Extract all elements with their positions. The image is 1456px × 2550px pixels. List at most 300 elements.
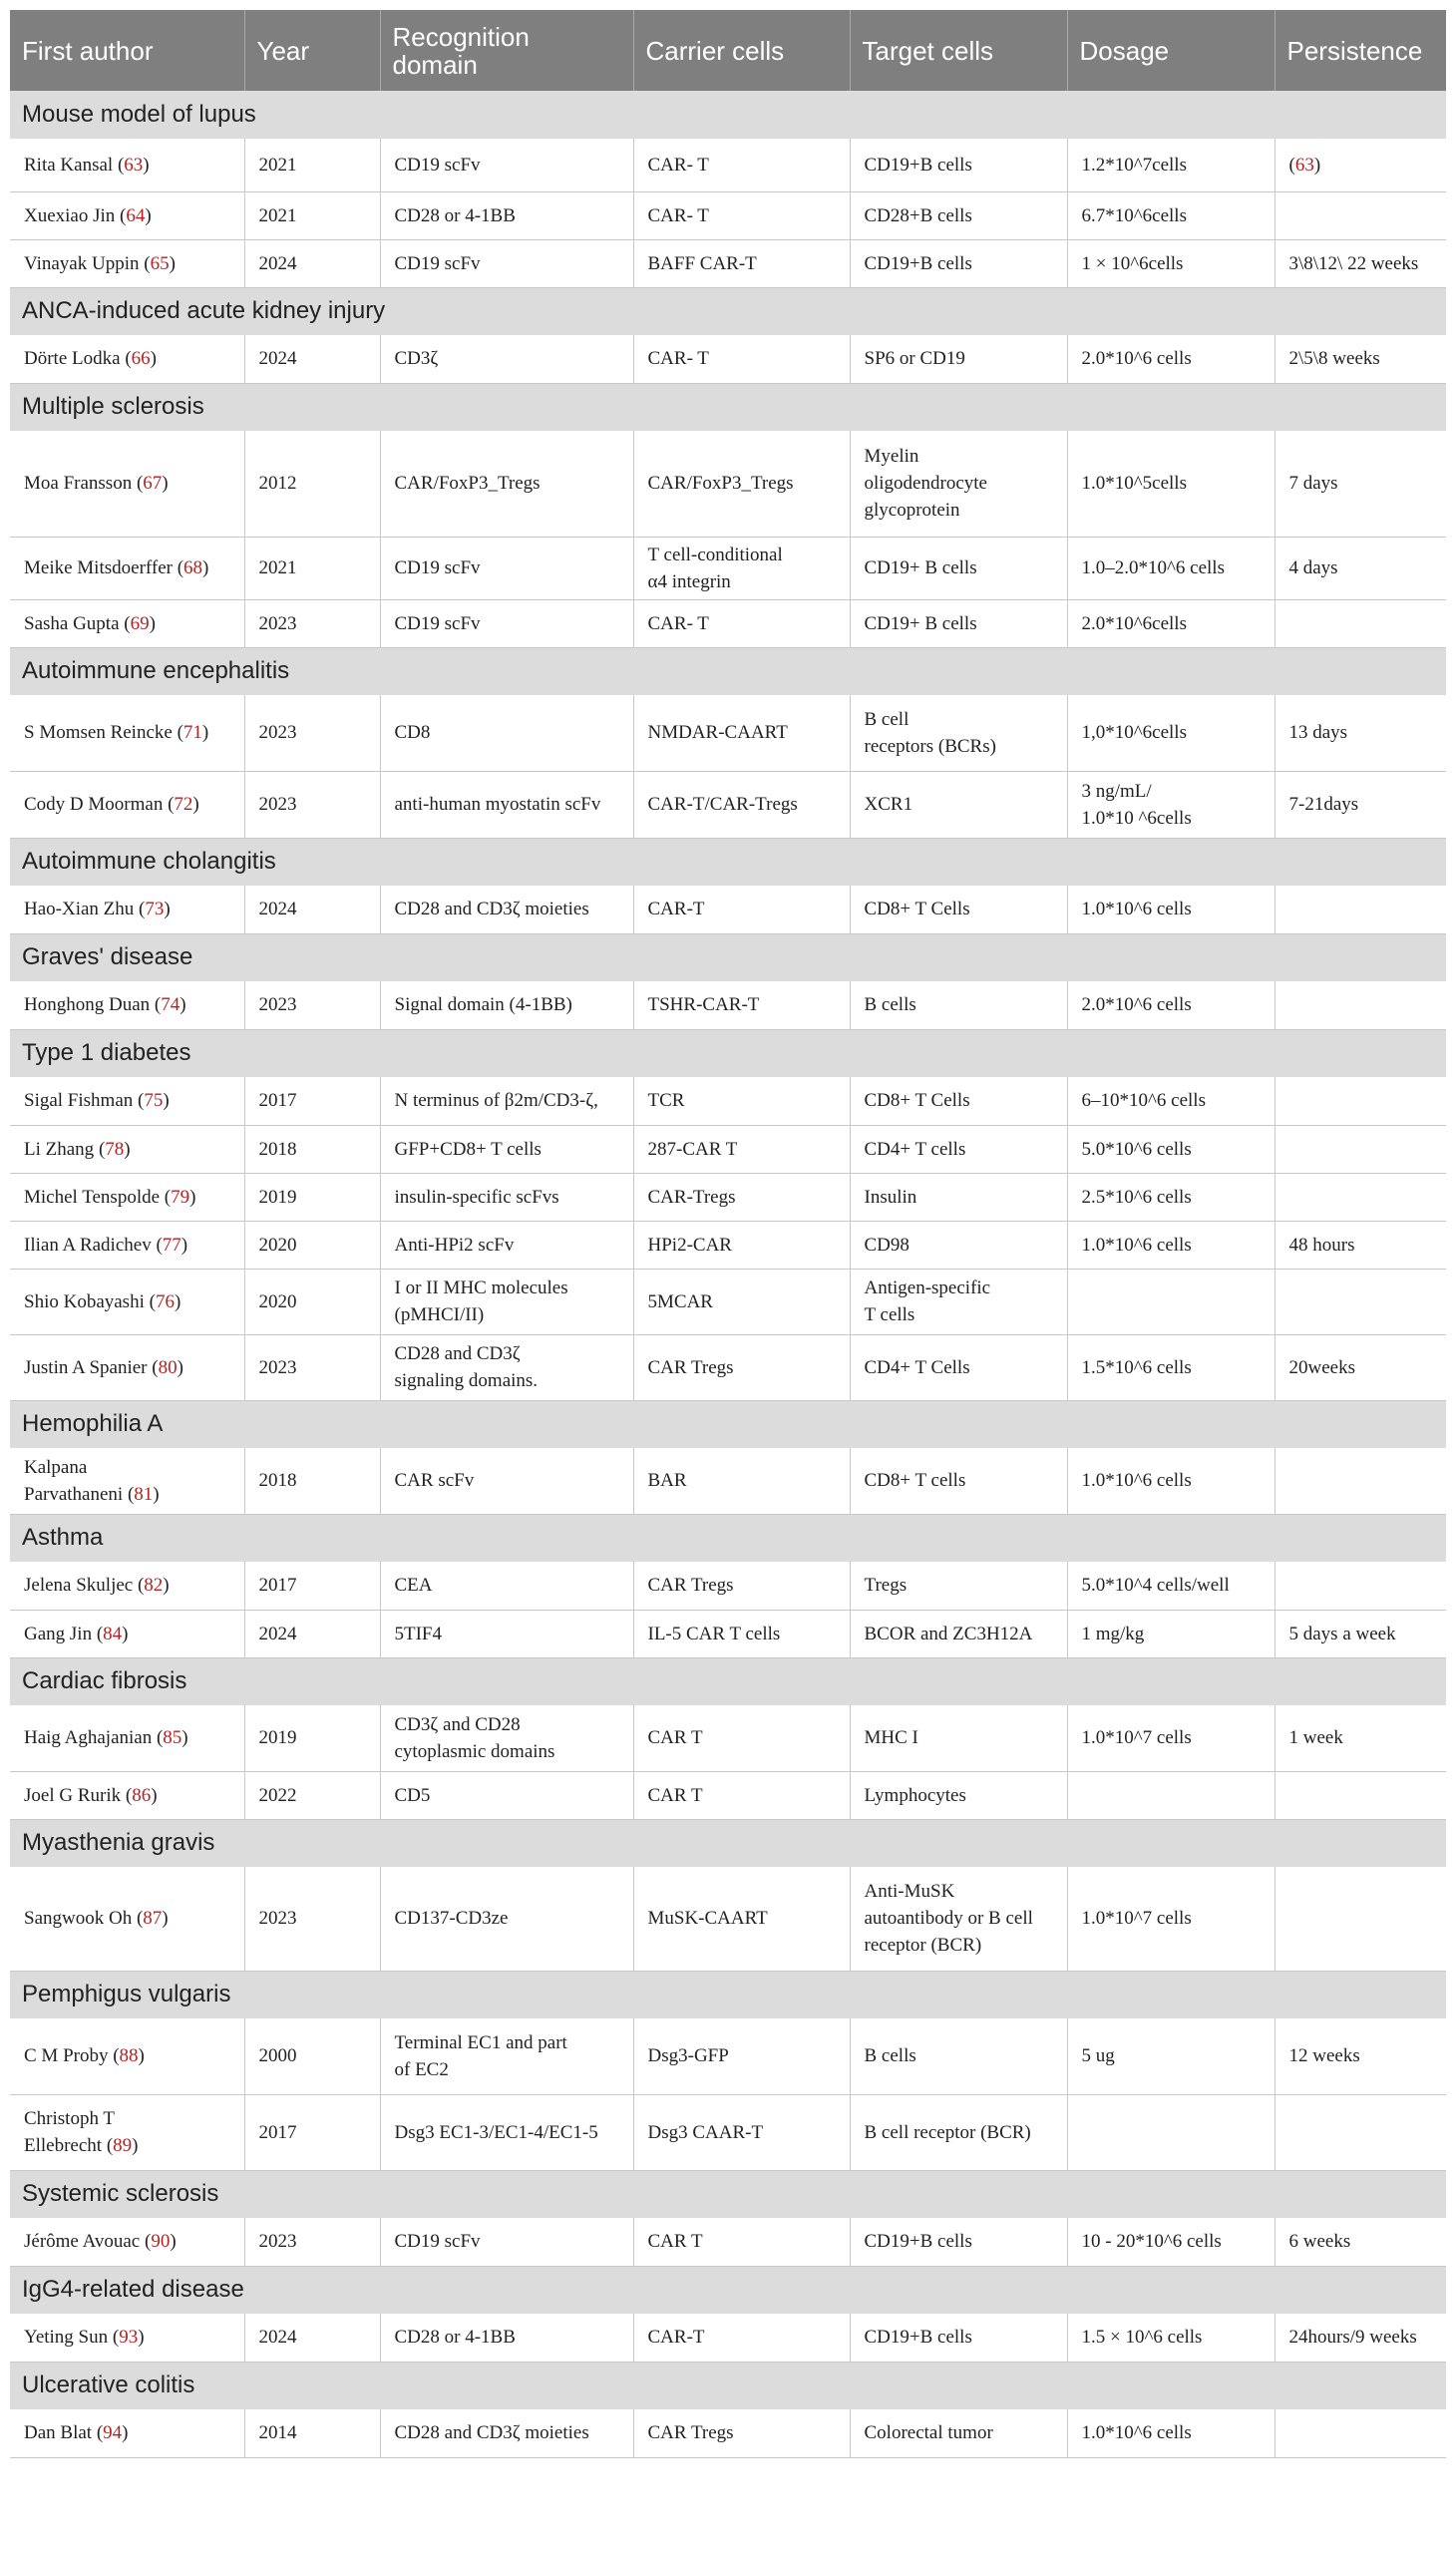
cell-recognition-domain <box>380 139 633 191</box>
cell-recognition-domain <box>380 1867 633 1971</box>
cell-target-cells <box>850 2409 1067 2457</box>
domain-line: N terminus of β2m/CD3-ζ, <box>394 1090 598 1112</box>
cell-persistence <box>1274 2314 1446 2362</box>
domain-line: of EC2 <box>394 2058 449 2080</box>
target-line: B cell <box>864 708 910 730</box>
dosage-line: 1.0*10^6 cells <box>1081 1470 1192 1492</box>
target-line: CD4+ T Cells <box>864 1356 970 1378</box>
table-row <box>10 695 1446 771</box>
target-line: SP6 or CD19 <box>864 348 965 370</box>
author-name-line: Michel Tenspolde (79) <box>24 1186 196 1208</box>
dosage-line: 1.2*10^7cells <box>1081 154 1187 176</box>
cell-carrier-cells <box>633 139 850 191</box>
domain-line: CD5 <box>394 1784 431 1806</box>
reference-number: 76 <box>155 1290 175 1312</box>
domain-line: anti-human myostatin scFv <box>394 794 601 815</box>
section-row <box>10 383 1446 431</box>
section-title: IgG4-related disease <box>10 2266 1446 2314</box>
table-row <box>10 1334 1446 1400</box>
author-name: Justin A Spanier <box>24 1356 148 1378</box>
table-row <box>10 2018 1446 2094</box>
reference-number: 94 <box>103 2422 123 2444</box>
reference-number: 73 <box>145 899 165 920</box>
author-name: Shio Kobayashi <box>24 1290 145 1312</box>
cell-dosage <box>1067 537 1274 599</box>
cell-year: 2021 <box>244 139 380 191</box>
cell-year: 2023 <box>244 1334 380 1400</box>
section-row <box>10 1514 1446 1562</box>
persistence-line: 7 days <box>1288 473 1338 495</box>
domain-line: CD19 scFv <box>394 154 481 176</box>
author-name: Hao-Xian Zhu <box>24 899 135 920</box>
persistence-line: 5 days a week <box>1288 1623 1396 1644</box>
cell-carrier-cells <box>633 2018 850 2094</box>
cell-year: 2019 <box>244 1705 380 1771</box>
cell-target-cells <box>850 2314 1067 2362</box>
cell-first-author <box>10 1448 244 1514</box>
persistence-line: 48 hours <box>1288 1234 1355 1256</box>
cell-recognition-domain <box>380 1334 633 1400</box>
reference-number: 75 <box>144 1090 164 1112</box>
cell-dosage <box>1067 695 1274 771</box>
table-row <box>10 886 1446 933</box>
domain-line: CD19 scFv <box>394 252 481 274</box>
cell-persistence <box>1274 191 1446 239</box>
cell-dosage <box>1067 2218 1274 2266</box>
domain-line: CD28 or 4-1BB <box>394 204 516 226</box>
cell-year: 2024 <box>244 239 380 287</box>
carrier-line: CAR- T <box>647 204 709 226</box>
cell-target-cells <box>850 1448 1067 1514</box>
cell-target-cells <box>850 2094 1067 2170</box>
cell-dosage <box>1067 335 1274 383</box>
reference-number: 68 <box>183 557 203 578</box>
author-name-line: Cody D Moorman (72) <box>24 794 199 815</box>
table-row <box>10 1771 1446 1819</box>
carrier-line: CAR-T <box>647 2327 705 2349</box>
domain-line: 5TIF4 <box>394 1623 442 1644</box>
domain-line: CD19 scFv <box>394 612 481 634</box>
carrier-line: BAFF CAR-T <box>647 252 757 274</box>
cell-dosage <box>1067 981 1274 1029</box>
section-row <box>10 838 1446 886</box>
domain-line: CD19 scFv <box>394 2231 481 2253</box>
domain-line: CD137-CD3ze <box>394 1908 509 1930</box>
reference-number: 69 <box>130 612 150 634</box>
cell-first-author <box>10 1334 244 1400</box>
author-name-line: Dan Blat (94) <box>24 2422 129 2444</box>
header-recognition-domain: Recognition domain <box>380 10 633 91</box>
cell-year: 2023 <box>244 771 380 838</box>
dosage-line: 1.0*10^7 cells <box>1081 1727 1192 1749</box>
domain-line: CD19 scFv <box>394 557 481 578</box>
cell-recognition-domain <box>380 695 633 771</box>
cell-first-author <box>10 2314 244 2362</box>
header-row <box>10 10 1446 91</box>
cell-year: 2019 <box>244 1173 380 1221</box>
dosage-line: 1,0*10^6cells <box>1081 722 1187 744</box>
table-row <box>10 139 1446 191</box>
cell-carrier-cells <box>633 886 850 933</box>
carrier-line: Dsg3-GFP <box>647 2045 729 2067</box>
cell-recognition-domain <box>380 1448 633 1514</box>
header-dosage: Dosage <box>1067 10 1274 91</box>
author-name-line: Meike Mitsdoerffer (68) <box>24 557 209 578</box>
persistence-line: 20weeks <box>1288 1356 1355 1378</box>
cell-persistence <box>1274 1705 1446 1771</box>
author-name-line: S Momsen Reincke (71) <box>24 722 209 744</box>
target-line: receptors (BCRs) <box>864 735 996 757</box>
dosage-line: 6.7*10^6cells <box>1081 204 1187 226</box>
author-name: Haig Aghajanian <box>24 1727 153 1749</box>
persistence-line: 24hours/9 weeks <box>1288 2327 1417 2349</box>
target-line: Anti-MuSK <box>864 1881 955 1903</box>
cell-year: 2024 <box>244 335 380 383</box>
dosage-line: 1.5 × 10^6 cells <box>1081 2327 1203 2349</box>
dosage-line: 1.0*10^7 cells <box>1081 1908 1192 1930</box>
cell-target-cells <box>850 537 1067 599</box>
cell-persistence <box>1274 1867 1446 1971</box>
cell-carrier-cells <box>633 695 850 771</box>
reference-number: 63 <box>124 154 144 176</box>
domain-line: (pMHCI/II) <box>394 1304 485 1325</box>
author-name: Kalpana <box>24 1456 88 1478</box>
target-line: glycoprotein <box>864 500 960 522</box>
table-row <box>10 431 1446 537</box>
reference-number: 81 <box>134 1483 154 1505</box>
author-name-line: Justin A Spanier (80) <box>24 1356 183 1378</box>
cell-dosage <box>1067 2018 1274 2094</box>
author-name-line: Gang Jin (84) <box>24 1623 129 1644</box>
cell-dosage <box>1067 191 1274 239</box>
carrier-line: CAR-T/CAR-Tregs <box>647 794 798 815</box>
domain-line: signaling domains. <box>394 1370 539 1391</box>
carrier-line: CAR- T <box>647 348 709 370</box>
header-persistence: Persistence <box>1274 10 1446 91</box>
cell-persistence <box>1274 1562 1446 1610</box>
cell-year: 2000 <box>244 2018 380 2094</box>
cell-dosage <box>1067 1562 1274 1610</box>
table-row <box>10 2314 1446 2362</box>
cell-persistence <box>1274 335 1446 383</box>
table-row <box>10 537 1446 599</box>
cell-year: 2017 <box>244 1562 380 1610</box>
cell-target-cells <box>850 1562 1067 1610</box>
target-line: CD19+B cells <box>864 154 972 176</box>
cell-carrier-cells <box>633 537 850 599</box>
target-line: Colorectal tumor <box>864 2422 993 2444</box>
cell-persistence <box>1274 1221 1446 1269</box>
reference-number: 88 <box>119 2045 139 2067</box>
dosage-line: 1.0*10^6 cells <box>1081 1234 1192 1256</box>
dosage-line: 3 ng/mL/ <box>1081 780 1152 802</box>
cell-persistence <box>1274 695 1446 771</box>
table-row <box>10 981 1446 1029</box>
author-name-line: Xuexiao Jin (64) <box>24 204 152 226</box>
cell-first-author <box>10 1173 244 1221</box>
section-title: Autoimmune encephalitis <box>10 647 1446 695</box>
reference-number: 89 <box>113 2135 133 2156</box>
table-row <box>10 599 1446 647</box>
cell-recognition-domain <box>380 431 633 537</box>
reference-number: 74 <box>161 994 181 1016</box>
persistence-line: 13 days <box>1288 722 1348 744</box>
carrier-line: CAR T <box>647 1784 703 1806</box>
section-title: Asthma <box>10 1514 1446 1562</box>
author-name: Jérôme Avouac <box>24 2231 141 2253</box>
section-row <box>10 647 1446 695</box>
cell-recognition-domain <box>380 1173 633 1221</box>
author-name-line: Sigal Fishman (75) <box>24 1090 170 1112</box>
cell-persistence <box>1274 1173 1446 1221</box>
author-name-line: C M Proby (88) <box>24 2045 145 2067</box>
cell-target-cells <box>850 2218 1067 2266</box>
table-row <box>10 335 1446 383</box>
cell-recognition-domain <box>380 191 633 239</box>
author-name-line: Yeting Sun (93) <box>24 2327 145 2349</box>
cell-recognition-domain <box>380 1562 633 1610</box>
table-row <box>10 1269 1446 1334</box>
cell-first-author <box>10 191 244 239</box>
section-row <box>10 1029 1446 1077</box>
domain-line: insulin-specific scFvs <box>394 1186 559 1208</box>
author-name-line: Moa Fransson (67) <box>24 473 169 495</box>
section-title: Cardiac fibrosis <box>10 1657 1446 1705</box>
carrier-line: CAR- T <box>647 612 709 634</box>
table-row <box>10 771 1446 838</box>
target-line: CD8+ T Cells <box>864 899 970 920</box>
author-name-line: Vinayak Uppin (65) <box>24 252 176 274</box>
author-name: Parvathaneni <box>24 1483 124 1505</box>
cell-recognition-domain <box>380 981 633 1029</box>
section-title: Myasthenia gravis <box>10 1819 1446 1867</box>
persistence-line: 7-21days <box>1288 794 1359 815</box>
cell-target-cells <box>850 1610 1067 1657</box>
cell-dosage <box>1067 1125 1274 1173</box>
author-name: Meike Mitsdoerffer <box>24 557 173 578</box>
section-row <box>10 1400 1446 1448</box>
reference-number: 87 <box>143 1908 163 1930</box>
reference-number: 82 <box>144 1575 164 1597</box>
cell-persistence <box>1274 1334 1446 1400</box>
cell-target-cells <box>850 981 1067 1029</box>
section-row <box>10 1971 1446 2018</box>
cell-year: 2018 <box>244 1125 380 1173</box>
author-name-line: Dörte Lodka (66) <box>24 348 157 370</box>
section-title: Type 1 diabetes <box>10 1029 1446 1077</box>
author-name: Christoph T <box>24 2108 115 2129</box>
cell-carrier-cells <box>633 771 850 838</box>
persistence-ref-line: (63) <box>1288 154 1321 176</box>
dosage-line: 5.0*10^6 cells <box>1081 1138 1192 1160</box>
cell-target-cells <box>850 1173 1067 1221</box>
target-line: CD19+B cells <box>864 2327 972 2349</box>
dosage-line: 2.5*10^6 cells <box>1081 1186 1192 1208</box>
cell-persistence <box>1274 599 1446 647</box>
carrier-line: T cell-conditional <box>647 544 783 565</box>
cell-dosage <box>1067 1448 1274 1514</box>
section-title: Multiple sclerosis <box>10 383 1446 431</box>
cell-year: 2023 <box>244 1867 380 1971</box>
domain-line: CD28 or 4-1BB <box>394 2327 516 2349</box>
carrier-line: TSHR-CAR-T <box>647 994 760 1016</box>
cell-carrier-cells <box>633 1221 850 1269</box>
cell-dosage <box>1067 1269 1274 1334</box>
cell-year: 2018 <box>244 1448 380 1514</box>
target-line: Myelin <box>864 446 919 468</box>
author-name-line <box>24 2105 230 2132</box>
cell-carrier-cells <box>633 1610 850 1657</box>
cell-persistence <box>1274 1610 1446 1657</box>
target-line: CD98 <box>864 1234 910 1256</box>
cell-dosage <box>1067 1334 1274 1400</box>
cell-target-cells <box>850 1867 1067 1971</box>
target-line: CD8+ T cells <box>864 1470 966 1492</box>
cell-dosage <box>1067 1077 1274 1125</box>
carrier-line: CAR Tregs <box>647 1575 734 1597</box>
cell-recognition-domain <box>380 2314 633 2362</box>
cell-persistence <box>1274 2409 1446 2457</box>
reference-number: 64 <box>126 204 146 226</box>
dosage-line: 1.0*10 ^6cells <box>1081 807 1192 829</box>
cell-persistence <box>1274 239 1446 287</box>
cell-persistence <box>1274 771 1446 838</box>
cell-year: 2023 <box>244 2218 380 2266</box>
reference-number: 77 <box>162 1234 182 1256</box>
table-row <box>10 191 1446 239</box>
author-name: Rita Kansal <box>24 154 114 176</box>
cell-recognition-domain <box>380 1705 633 1771</box>
dosage-line: 1.0*10^6 cells <box>1081 2422 1192 2444</box>
domain-line: CAR/FoxP3_Tregs <box>394 473 541 495</box>
dosage-line: 1.0*10^5cells <box>1081 473 1187 495</box>
target-line: B cells <box>864 2045 916 2067</box>
author-name: Honghong Duan <box>24 994 151 1016</box>
domain-line: Signal domain (4-1BB) <box>394 994 572 1016</box>
cell-first-author <box>10 1562 244 1610</box>
cell-year: 2021 <box>244 191 380 239</box>
cell-dosage <box>1067 1771 1274 1819</box>
cell-target-cells <box>850 1334 1067 1400</box>
author-name-line: Li Zhang (78) <box>24 1138 131 1160</box>
cell-recognition-domain <box>380 1125 633 1173</box>
author-name-line: Rita Kansal (63) <box>24 154 150 176</box>
cell-dosage <box>1067 431 1274 537</box>
author-name-line: Sasha Gupta (69) <box>24 612 156 634</box>
cell-recognition-domain <box>380 1771 633 1819</box>
cell-persistence <box>1274 1077 1446 1125</box>
reference-number: 86 <box>132 1784 152 1806</box>
cell-dosage <box>1067 1221 1274 1269</box>
author-name-line: Hao-Xian Zhu (73) <box>24 899 171 920</box>
cell-persistence <box>1274 1125 1446 1173</box>
cell-carrier-cells <box>633 1077 850 1125</box>
author-name: Xuexiao Jin <box>24 204 116 226</box>
carrier-line: 287-CAR T <box>647 1138 738 1160</box>
cell-carrier-cells <box>633 599 850 647</box>
cell-year: 2024 <box>244 886 380 933</box>
author-name-line <box>24 1454 230 1481</box>
section-title: Pemphigus vulgaris <box>10 1971 1446 2018</box>
domain-line: CEA <box>394 1575 433 1597</box>
cell-persistence <box>1274 431 1446 537</box>
section-title: ANCA-induced acute kidney injury <box>10 287 1446 335</box>
cell-persistence <box>1274 1771 1446 1819</box>
section-title: Autoimmune cholangitis <box>10 838 1446 886</box>
cell-target-cells <box>850 1221 1067 1269</box>
reference-number: 67 <box>143 473 163 495</box>
domain-line: CD28 and CD3ζ moieties <box>394 899 589 920</box>
target-line: oligodendrocyte <box>864 473 987 495</box>
reference-number: 66 <box>131 348 151 370</box>
cell-target-cells <box>850 695 1067 771</box>
cell-carrier-cells <box>633 1771 850 1819</box>
author-name: Sangwook Oh <box>24 1908 133 1930</box>
cell-dosage <box>1067 1173 1274 1221</box>
author-name-line: Haig Aghajanian (85) <box>24 1727 188 1749</box>
cell-recognition-domain <box>380 2018 633 2094</box>
cell-first-author <box>10 1077 244 1125</box>
domain-line: cytoplasmic domains <box>394 1740 555 1762</box>
cell-dosage <box>1067 771 1274 838</box>
cell-first-author <box>10 2218 244 2266</box>
author-name-line: Parvathaneni (81) <box>24 1483 160 1505</box>
cell-target-cells <box>850 886 1067 933</box>
cell-year: 2023 <box>244 981 380 1029</box>
cell-carrier-cells <box>633 335 850 383</box>
target-line: CD8+ T Cells <box>864 1090 970 1112</box>
author-name-line: Ilian A Radichev (77) <box>24 1234 188 1256</box>
author-name-line: Ellebrecht (89) <box>24 2135 139 2156</box>
target-line: CD19+B cells <box>864 2231 972 2253</box>
reference-number: 85 <box>163 1727 182 1749</box>
domain-line: CD3ζ <box>394 348 439 370</box>
cell-carrier-cells <box>633 1562 850 1610</box>
domain-line: CD8 <box>394 722 431 744</box>
cell-carrier-cells <box>633 2094 850 2170</box>
target-line: BCOR and ZC3H12A <box>864 1623 1033 1644</box>
cell-recognition-domain <box>380 335 633 383</box>
target-line: B cell receptor (BCR) <box>864 2121 1031 2143</box>
domain-line: Dsg3 EC1-3/EC1-4/EC1-5 <box>394 2121 598 2143</box>
section-title: Ulcerative colitis <box>10 2362 1446 2409</box>
cell-recognition-domain <box>380 239 633 287</box>
table-row <box>10 1705 1446 1771</box>
cell-year: 2017 <box>244 1077 380 1125</box>
reference-number: 71 <box>182 722 202 744</box>
carrier-line: CAR Tregs <box>647 2422 734 2444</box>
cell-first-author <box>10 1221 244 1269</box>
domain-line: CD28 and CD3ζ moieties <box>394 2422 589 2444</box>
carrier-line: Dsg3 CAAR-T <box>647 2121 764 2143</box>
cell-dosage <box>1067 1867 1274 1971</box>
cell-first-author <box>10 2094 244 2170</box>
table-row <box>10 1221 1446 1269</box>
cell-persistence <box>1274 981 1446 1029</box>
cell-recognition-domain <box>380 2409 633 2457</box>
reference-number: 78 <box>105 1138 125 1160</box>
cell-dosage <box>1067 2094 1274 2170</box>
cell-dosage <box>1067 1705 1274 1771</box>
cell-persistence <box>1274 2018 1446 2094</box>
reference-number: 93 <box>119 2327 139 2349</box>
header-carrier-cells: Carrier cells <box>633 10 850 91</box>
cell-first-author <box>10 335 244 383</box>
cell-first-author <box>10 886 244 933</box>
cell-target-cells <box>850 1125 1067 1173</box>
dosage-line: 10 - 20*10^6 cells <box>1081 2231 1222 2253</box>
cell-recognition-domain <box>380 2094 633 2170</box>
